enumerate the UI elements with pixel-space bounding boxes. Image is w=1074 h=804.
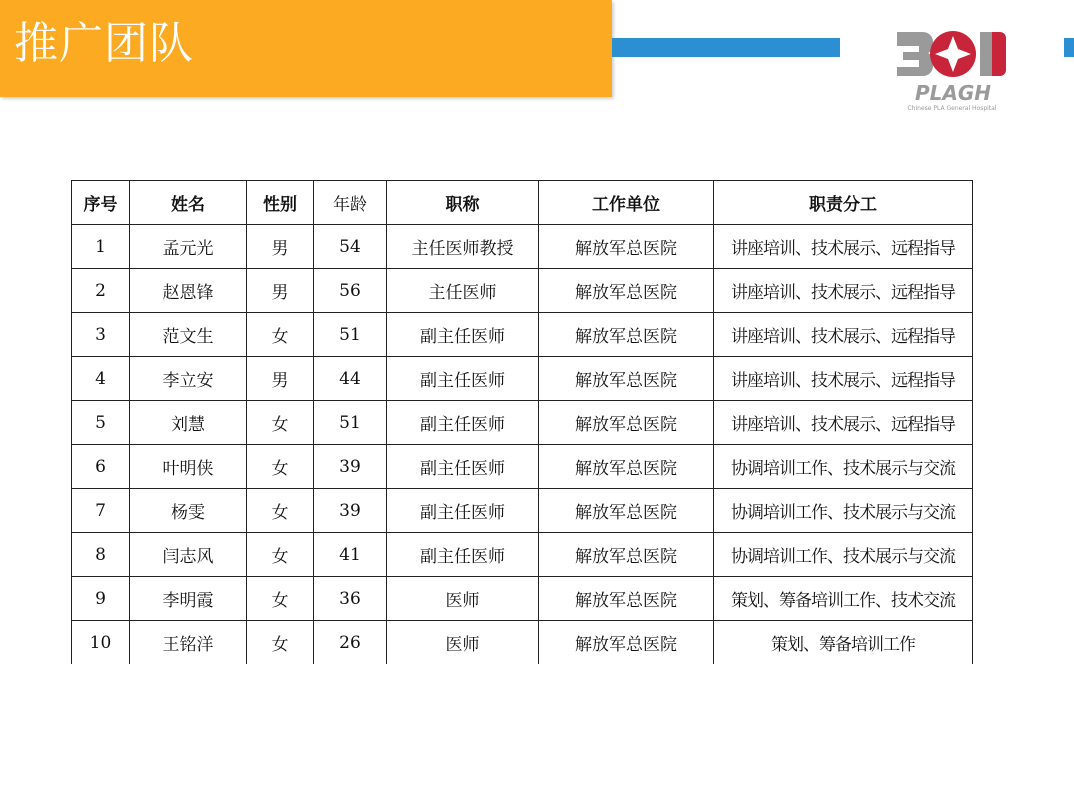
cell-gender: 女 — [247, 445, 314, 489]
table-row — [72, 621, 973, 665]
cell-index: 7 — [72, 489, 130, 533]
301-logo-icon — [893, 26, 1011, 84]
header-gender: 性别 — [247, 181, 314, 225]
cell-duty: 讲座培训、技术展示、远程指导 — [714, 313, 973, 357]
header-name: 姓名 — [130, 181, 247, 225]
cell-name: 刘慧 — [130, 401, 247, 445]
cell-duty: 协调培训工作、技术展示与交流 — [714, 533, 973, 577]
cell-index: 10 — [72, 621, 130, 665]
cell-unit: 解放军总医院 — [539, 621, 714, 665]
cell-name: 闫志风 — [130, 533, 247, 577]
cell-name: 李立安 — [130, 357, 247, 401]
cell-title: 副主任医师 — [387, 489, 539, 533]
cell-unit: 解放军总医院 — [539, 533, 714, 577]
cell-duty: 协调培训工作、技术展示与交流 — [714, 445, 973, 489]
cell-duty: 策划、筹备培训工作 — [714, 621, 973, 665]
cell-title: 副主任医师 — [387, 357, 539, 401]
header-unit: 工作单位 — [539, 181, 714, 225]
cell-index: 6 — [72, 445, 130, 489]
header-age: 年龄 — [314, 181, 387, 225]
cell-unit: 解放军总医院 — [539, 357, 714, 401]
cell-age: 51 — [314, 401, 387, 445]
blue-accent-tick — [1064, 38, 1074, 57]
title-banner — [0, 0, 612, 97]
cell-age: 54 — [314, 225, 387, 269]
cell-index: 3 — [72, 313, 130, 357]
cell-duty: 策划、筹备培训工作、技术交流 — [714, 577, 973, 621]
cell-name: 范文生 — [130, 313, 247, 357]
table-row — [72, 225, 973, 269]
cell-age: 41 — [314, 533, 387, 577]
cell-index: 9 — [72, 577, 130, 621]
cell-duty: 讲座培训、技术展示、远程指导 — [714, 357, 973, 401]
cell-index: 1 — [72, 225, 130, 269]
cell-title: 副主任医师 — [387, 445, 539, 489]
header-duty: 职责分工 — [714, 181, 973, 225]
cell-unit: 解放军总医院 — [539, 313, 714, 357]
table-row — [72, 401, 973, 445]
cell-duty: 讲座培训、技术展示、远程指导 — [714, 225, 973, 269]
table-row — [72, 313, 973, 357]
cell-age: 44 — [314, 357, 387, 401]
plagh-logo — [893, 26, 1011, 116]
cell-title: 医师 — [387, 621, 539, 665]
cell-unit: 解放军总医院 — [539, 445, 714, 489]
cell-unit: 解放军总医院 — [539, 225, 714, 269]
table-header-row — [72, 181, 973, 225]
table-row — [72, 269, 973, 313]
cell-index: 8 — [72, 533, 130, 577]
cell-gender: 女 — [247, 577, 314, 621]
cell-unit: 解放军总医院 — [539, 401, 714, 445]
cell-title: 副主任医师 — [387, 401, 539, 445]
header-index: 序号 — [72, 181, 130, 225]
cell-duty: 协调培训工作、技术展示与交流 — [714, 489, 973, 533]
cell-age: 56 — [314, 269, 387, 313]
cell-gender: 女 — [247, 313, 314, 357]
cell-name: 王铭洋 — [130, 621, 247, 665]
logo-subtitle: Chinese PLA General Hospital — [907, 105, 997, 112]
cell-gender: 女 — [247, 489, 314, 533]
cell-duty: 讲座培训、技术展示、远程指导 — [714, 269, 973, 313]
cell-unit: 解放军总医院 — [539, 269, 714, 313]
cell-gender: 女 — [247, 401, 314, 445]
table-row — [72, 445, 973, 489]
cell-gender: 女 — [247, 621, 314, 665]
cell-title: 主任医师 — [387, 269, 539, 313]
table-row — [72, 577, 973, 621]
cell-index: 2 — [72, 269, 130, 313]
cell-title: 副主任医师 — [387, 533, 539, 577]
cell-name: 李明霞 — [130, 577, 247, 621]
table-row — [72, 489, 973, 533]
cell-gender: 女 — [247, 533, 314, 577]
cell-unit: 解放军总医院 — [539, 577, 714, 621]
cell-title: 医师 — [387, 577, 539, 621]
cell-age: 39 — [314, 489, 387, 533]
cell-duty: 讲座培训、技术展示、远程指导 — [714, 401, 973, 445]
cell-age: 39 — [314, 445, 387, 489]
cell-index: 5 — [72, 401, 130, 445]
cell-title: 主任医师教授 — [387, 225, 539, 269]
cell-unit: 解放军总医院 — [539, 489, 714, 533]
cell-name: 叶明侠 — [130, 445, 247, 489]
cell-gender: 男 — [247, 225, 314, 269]
page-title: 推广团队 — [14, 18, 194, 69]
table-row — [72, 357, 973, 401]
cell-name: 杨雯 — [130, 489, 247, 533]
logo-text: PLAGH — [914, 81, 992, 105]
blue-accent-bar — [612, 38, 840, 57]
table-row — [72, 533, 973, 577]
cell-name: 赵恩锋 — [130, 269, 247, 313]
header-title: 职称 — [387, 181, 539, 225]
cell-gender: 男 — [247, 357, 314, 401]
cell-gender: 男 — [247, 269, 314, 313]
cell-index: 4 — [72, 357, 130, 401]
cell-name: 孟元光 — [130, 225, 247, 269]
cell-age: 26 — [314, 621, 387, 665]
cell-age: 36 — [314, 577, 387, 621]
team-table — [71, 180, 973, 664]
cell-title: 副主任医师 — [387, 313, 539, 357]
cell-age: 51 — [314, 313, 387, 357]
